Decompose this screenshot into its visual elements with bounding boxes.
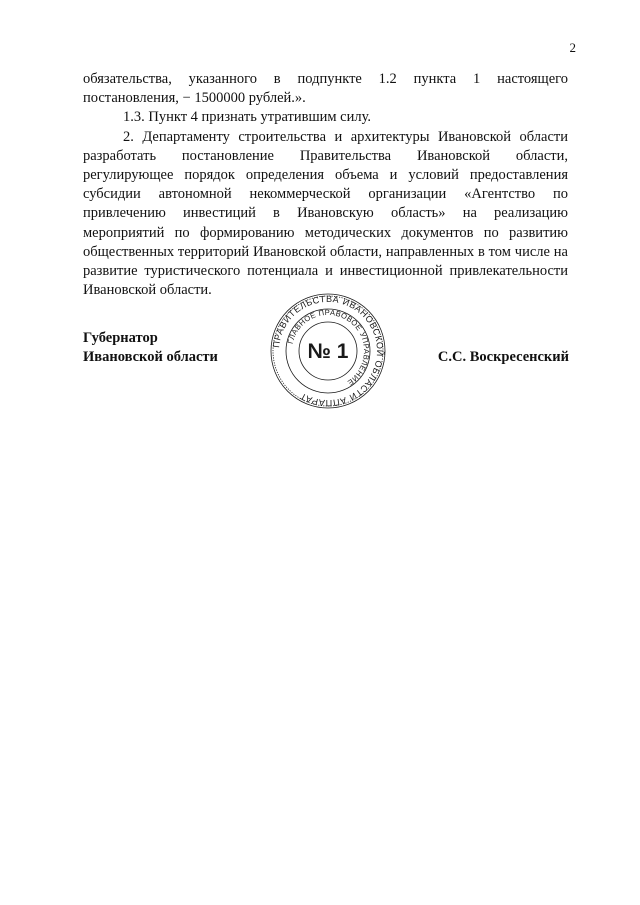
signatory-title-line-1: Губернатор [83,330,158,346]
signatory-title [83,329,218,367]
signatory-title-line-2: Ивановской области [83,349,218,365]
paragraph-item-1-3: 1.3. Пункт 4 признать утратившим силу. [123,109,372,126]
paragraph-continuation: обязательства, указанного в подпункте 1.2 пункта 1 настоящего постановления, − 1500000 рублей.». [83,71,568,107]
official-seal [268,292,388,410]
seal-number: № 1 [307,340,349,363]
page-number: 2 [569,40,576,55]
seal-inner-text: ГЛАВНОЕ ПРАВОВОЕ УПРАВЛЕНИЕ [285,307,372,388]
document-body [83,70,568,300]
signatory-name: С.С. Воскресенский [437,349,569,365]
paragraph-item-2: 2. Департаменту строительства и архитектуры Ивановской области разработать постановление Правительства Ивановской области, регулирующее порядок определения объема и условий предоставления субсидии автономной некоммерческой организации «Агентство по привлечению инвестиций в Ивановскую область» на реализацию мероприятий по формированию методических документов по развитию общественных территорий Ивановской области, направленных в том числе на развитие туристического потенциала и инвестиционной привлекательности Ивановской области. [83,128,568,299]
seal-graphic [268,292,388,410]
seal-outer-text: ПРАВИТЕЛЬСТВА ИВАНОВСКОЙ ОБЛАСТИ АППАРАТ [271,293,386,409]
